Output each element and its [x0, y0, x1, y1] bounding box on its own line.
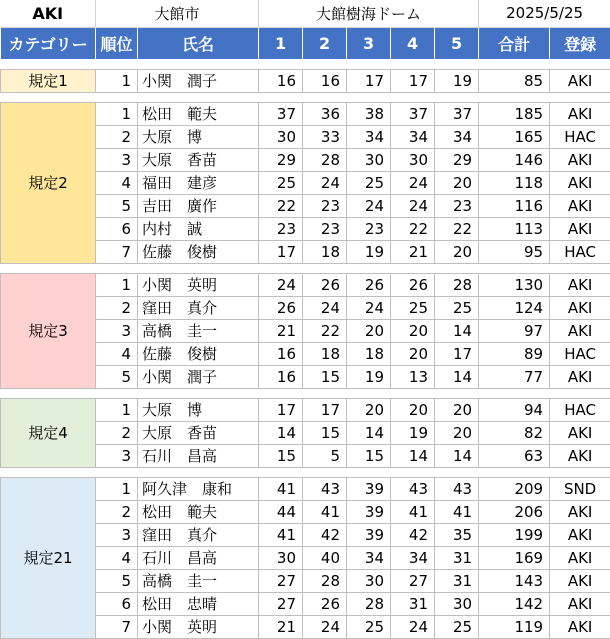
- name-cell: 窪田 真介: [138, 296, 259, 319]
- name-cell: 石川 昌高: [138, 546, 259, 569]
- round-2-score: 42: [303, 523, 347, 546]
- round-2-score: 26: [303, 592, 347, 615]
- round-1-score: 27: [259, 592, 303, 615]
- name-cell: 福田 建彦: [138, 171, 259, 194]
- registration-cell: AKI: [550, 319, 610, 342]
- round-4-score: 19: [391, 421, 435, 444]
- round-4-score: 22: [391, 217, 435, 240]
- round-4-score: 24: [391, 615, 435, 638]
- registration-cell: AKI: [550, 592, 610, 615]
- round-1-score: 26: [259, 296, 303, 319]
- round-3-score: 39: [347, 523, 391, 546]
- round-1-score: 30: [259, 125, 303, 148]
- registration-cell: AKI: [550, 171, 610, 194]
- round-1-score: 14: [259, 421, 303, 444]
- round-4-score: 30: [391, 148, 435, 171]
- total-cell: 169: [479, 546, 550, 569]
- rank-cell: 1: [96, 477, 138, 500]
- round-1-score: 25: [259, 171, 303, 194]
- name-cell: 佐藤 俊樹: [138, 240, 259, 263]
- total-cell: 63: [479, 444, 550, 467]
- round-3-score: 30: [347, 148, 391, 171]
- spacer-cell: [1, 92, 610, 102]
- category-cell: 規定1: [1, 69, 96, 92]
- total-cell: 94: [479, 398, 550, 421]
- round-2-score: 28: [303, 569, 347, 592]
- total-cell: 95: [479, 240, 550, 263]
- name-cell: 松田 範夫: [138, 102, 259, 125]
- rank-cell: 5: [96, 365, 138, 388]
- group-spacer: [1, 263, 610, 273]
- round-4-score: 25: [391, 296, 435, 319]
- round-2-score: 36: [303, 102, 347, 125]
- name-cell: 吉田 廣作: [138, 194, 259, 217]
- round-4-score: 13: [391, 365, 435, 388]
- round-3-score: 18: [347, 342, 391, 365]
- round-5-score: 14: [435, 444, 479, 467]
- registration-cell: AKI: [550, 194, 610, 217]
- registration-cell: AKI: [550, 69, 610, 92]
- registration-cell: AKI: [550, 421, 610, 444]
- name-cell: 松田 範夫: [138, 500, 259, 523]
- round-4-score: 21: [391, 240, 435, 263]
- name-cell: 大原 香苗: [138, 421, 259, 444]
- group-spacer: [1, 59, 610, 69]
- registration-cell: HAC: [550, 342, 610, 365]
- round-1-score: 17: [259, 398, 303, 421]
- registration-cell: AKI: [550, 296, 610, 319]
- registration-cell: AKI: [550, 273, 610, 296]
- table-row: [1, 69, 610, 92]
- total-cell: 142: [479, 592, 550, 615]
- name-cell: 小関 潤子: [138, 365, 259, 388]
- registration-cell: HAC: [550, 398, 610, 421]
- total-cell: 97: [479, 319, 550, 342]
- rank-cell: 7: [96, 615, 138, 638]
- round-5-score: 19: [435, 69, 479, 92]
- round-5-score: 20: [435, 421, 479, 444]
- round-5-score: 43: [435, 477, 479, 500]
- round-4-score: 20: [391, 319, 435, 342]
- total-cell: 165: [479, 125, 550, 148]
- rank-cell: 1: [96, 398, 138, 421]
- round-3-score: 20: [347, 319, 391, 342]
- group-spacer: [1, 467, 610, 477]
- name-cell: 窪田 真介: [138, 523, 259, 546]
- registration-cell: AKI: [550, 102, 610, 125]
- total-cell: 146: [479, 148, 550, 171]
- round-1-score: 15: [259, 444, 303, 467]
- spacer-cell: [1, 263, 610, 273]
- table-row: [1, 398, 610, 421]
- round-2-score: 16: [303, 69, 347, 92]
- rank-cell: 2: [96, 296, 138, 319]
- round-3-score: 19: [347, 365, 391, 388]
- table-row: [1, 102, 610, 125]
- name-cell: 阿久津 康和: [138, 477, 259, 500]
- rank-cell: 5: [96, 194, 138, 217]
- round-1-score: 41: [259, 523, 303, 546]
- registration-cell: AKI: [550, 523, 610, 546]
- round-4-score: 24: [391, 194, 435, 217]
- round-2-score: 24: [303, 615, 347, 638]
- round-5-score: 22: [435, 217, 479, 240]
- total-cell: 206: [479, 500, 550, 523]
- round-1-score: 21: [259, 319, 303, 342]
- round-2-score: 40: [303, 546, 347, 569]
- round-1-score: 16: [259, 69, 303, 92]
- round-4-score: 24: [391, 171, 435, 194]
- total-cell: 119: [479, 615, 550, 638]
- total-cell: 85: [479, 69, 550, 92]
- registration-cell: HAC: [550, 240, 610, 263]
- header-round-2: 2: [303, 27, 347, 59]
- round-1-score: 24: [259, 273, 303, 296]
- round-2-score: 17: [303, 398, 347, 421]
- round-4-score: 37: [391, 102, 435, 125]
- category-cell: 規定21: [1, 477, 96, 638]
- round-5-score: 14: [435, 319, 479, 342]
- rank-cell: 1: [96, 273, 138, 296]
- total-cell: 185: [479, 102, 550, 125]
- round-2-score: 15: [303, 365, 347, 388]
- round-2-score: 5: [303, 444, 347, 467]
- round-5-score: 20: [435, 171, 479, 194]
- rank-cell: 1: [96, 102, 138, 125]
- round-1-score: 22: [259, 194, 303, 217]
- round-4-score: 26: [391, 273, 435, 296]
- category-cell: 規定4: [1, 398, 96, 467]
- name-cell: 大原 博: [138, 125, 259, 148]
- round-4-score: 34: [391, 125, 435, 148]
- round-1-score: 30: [259, 546, 303, 569]
- registration-cell: AKI: [550, 148, 610, 171]
- round-3-score: 24: [347, 296, 391, 319]
- round-3-score: 25: [347, 171, 391, 194]
- round-3-score: 20: [347, 398, 391, 421]
- total-cell: 82: [479, 421, 550, 444]
- rank-cell: 5: [96, 569, 138, 592]
- round-2-score: 24: [303, 296, 347, 319]
- round-4-score: 14: [391, 444, 435, 467]
- registration-cell: AKI: [550, 365, 610, 388]
- round-1-score: 21: [259, 615, 303, 638]
- round-1-score: 44: [259, 500, 303, 523]
- registration-cell: AKI: [550, 546, 610, 569]
- rank-cell: 6: [96, 592, 138, 615]
- round-2-score: 26: [303, 273, 347, 296]
- venue-label: 大館樹海ドーム: [259, 0, 479, 27]
- round-3-score: 30: [347, 569, 391, 592]
- round-2-score: 15: [303, 421, 347, 444]
- registration-cell: AKI: [550, 444, 610, 467]
- round-2-score: 18: [303, 342, 347, 365]
- round-4-score: 27: [391, 569, 435, 592]
- round-3-score: 28: [347, 592, 391, 615]
- round-3-score: 17: [347, 69, 391, 92]
- rank-cell: 2: [96, 500, 138, 523]
- round-1-score: 41: [259, 477, 303, 500]
- round-1-score: 37: [259, 102, 303, 125]
- total-cell: 124: [479, 296, 550, 319]
- round-5-score: 17: [435, 342, 479, 365]
- name-cell: 大原 博: [138, 398, 259, 421]
- round-2-score: 28: [303, 148, 347, 171]
- round-2-score: 24: [303, 171, 347, 194]
- round-2-score: 23: [303, 217, 347, 240]
- round-4-score: 42: [391, 523, 435, 546]
- round-1-score: 27: [259, 569, 303, 592]
- round-3-score: 34: [347, 125, 391, 148]
- round-3-score: 15: [347, 444, 391, 467]
- name-cell: 小関 英明: [138, 273, 259, 296]
- round-3-score: 25: [347, 615, 391, 638]
- registration-cell: SND: [550, 477, 610, 500]
- round-1-score: 16: [259, 342, 303, 365]
- round-4-score: 41: [391, 500, 435, 523]
- spacer-cell: [1, 388, 610, 398]
- name-cell: 高橋 圭一: [138, 569, 259, 592]
- header-round-4: 4: [391, 27, 435, 59]
- name-cell: 松田 忠晴: [138, 592, 259, 615]
- results-body: [1, 59, 610, 638]
- round-2-score: 22: [303, 319, 347, 342]
- round-2-score: 23: [303, 194, 347, 217]
- header-category: カテゴリー: [1, 27, 96, 59]
- round-3-score: 23: [347, 217, 391, 240]
- round-3-score: 14: [347, 421, 391, 444]
- round-5-score: 35: [435, 523, 479, 546]
- registration-cell: AKI: [550, 500, 610, 523]
- group-spacer: [1, 92, 610, 102]
- total-cell: 89: [479, 342, 550, 365]
- total-cell: 118: [479, 171, 550, 194]
- round-2-score: 18: [303, 240, 347, 263]
- total-cell: 130: [479, 273, 550, 296]
- header-round-3: 3: [347, 27, 391, 59]
- registration-cell: AKI: [550, 217, 610, 240]
- round-5-score: 25: [435, 615, 479, 638]
- header-name: 氏名: [138, 27, 259, 59]
- round-5-score: 20: [435, 240, 479, 263]
- total-cell: 116: [479, 194, 550, 217]
- spacer-cell: [1, 59, 610, 69]
- round-3-score: 39: [347, 500, 391, 523]
- registration-cell: AKI: [550, 615, 610, 638]
- header-round-1: 1: [259, 27, 303, 59]
- rank-cell: 2: [96, 421, 138, 444]
- name-cell: 小関 英明: [138, 615, 259, 638]
- round-5-score: 41: [435, 500, 479, 523]
- rank-cell: 3: [96, 523, 138, 546]
- total-cell: 77: [479, 365, 550, 388]
- header-row: [1, 27, 610, 59]
- round-1-score: 29: [259, 148, 303, 171]
- round-3-score: 38: [347, 102, 391, 125]
- rank-cell: 1: [96, 69, 138, 92]
- total-cell: 143: [479, 569, 550, 592]
- table-row: [1, 273, 610, 296]
- rank-cell: 3: [96, 148, 138, 171]
- round-5-score: 14: [435, 365, 479, 388]
- round-3-score: 39: [347, 477, 391, 500]
- rank-cell: 3: [96, 444, 138, 467]
- round-5-score: 29: [435, 148, 479, 171]
- round-5-score: 28: [435, 273, 479, 296]
- round-5-score: 37: [435, 102, 479, 125]
- header-total: 合計: [479, 27, 550, 59]
- round-3-score: 19: [347, 240, 391, 263]
- round-4-score: 20: [391, 398, 435, 421]
- round-2-score: 41: [303, 500, 347, 523]
- name-cell: 佐藤 俊樹: [138, 342, 259, 365]
- rank-cell: 3: [96, 319, 138, 342]
- round-3-score: 26: [347, 273, 391, 296]
- round-5-score: 30: [435, 592, 479, 615]
- rank-cell: 4: [96, 342, 138, 365]
- round-4-score: 20: [391, 342, 435, 365]
- round-3-score: 34: [347, 546, 391, 569]
- name-cell: 大原 香苗: [138, 148, 259, 171]
- round-5-score: 23: [435, 194, 479, 217]
- name-cell: 石川 昌高: [138, 444, 259, 467]
- round-2-score: 33: [303, 125, 347, 148]
- name-cell: 小関 潤子: [138, 69, 259, 92]
- round-5-score: 31: [435, 546, 479, 569]
- round-4-score: 43: [391, 477, 435, 500]
- round-2-score: 43: [303, 477, 347, 500]
- info-row: [1, 0, 610, 27]
- table-row: [1, 477, 610, 500]
- rank-cell: 7: [96, 240, 138, 263]
- date-label: 2025/5/25: [479, 0, 610, 27]
- total-cell: 199: [479, 523, 550, 546]
- rank-cell: 2: [96, 125, 138, 148]
- round-4-score: 34: [391, 546, 435, 569]
- registration-cell: HAC: [550, 125, 610, 148]
- round-1-score: 17: [259, 240, 303, 263]
- name-cell: 高橋 圭一: [138, 319, 259, 342]
- spacer-cell: [1, 467, 610, 477]
- registration-cell: AKI: [550, 569, 610, 592]
- round-4-score: 31: [391, 592, 435, 615]
- category-cell: 規定3: [1, 273, 96, 388]
- total-cell: 209: [479, 477, 550, 500]
- round-3-score: 24: [347, 194, 391, 217]
- rank-cell: 4: [96, 546, 138, 569]
- header-registration: 登録: [550, 27, 610, 59]
- round-1-score: 23: [259, 217, 303, 240]
- rank-cell: 4: [96, 171, 138, 194]
- round-1-score: 16: [259, 365, 303, 388]
- name-cell: 内村 誠: [138, 217, 259, 240]
- app-title: AKI: [1, 0, 96, 27]
- total-cell: 113: [479, 217, 550, 240]
- round-4-score: 17: [391, 69, 435, 92]
- rank-cell: 6: [96, 217, 138, 240]
- round-5-score: 20: [435, 398, 479, 421]
- round-5-score: 25: [435, 296, 479, 319]
- group-spacer: [1, 388, 610, 398]
- round-5-score: 31: [435, 569, 479, 592]
- city-label: 大館市: [96, 0, 259, 27]
- header-rank: 順位: [96, 27, 138, 59]
- category-cell: 規定2: [1, 102, 96, 263]
- round-5-score: 34: [435, 125, 479, 148]
- header-round-5: 5: [435, 27, 479, 59]
